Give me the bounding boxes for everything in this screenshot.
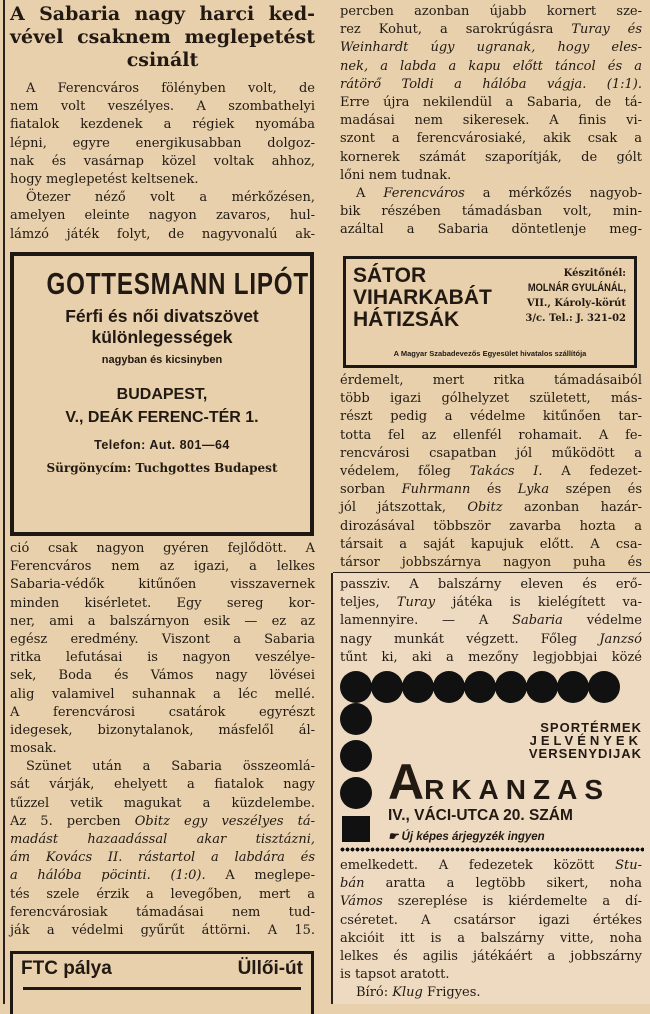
text: ritka lefutásai is nagyon veszélye- — [10, 650, 315, 666]
text-line — [10, 116, 315, 134]
dot-ornament — [526, 671, 558, 703]
text-line — [340, 499, 642, 517]
ad-footer: A Magyar Szabadevezős Egyesület hivatalos szállítója — [393, 349, 587, 358]
text: Ötezer néző volt a mérkőzésen, — [26, 190, 315, 206]
text: társait a saját kapujuk előtt. A csa- — [340, 536, 642, 552]
column-rule-right — [331, 573, 333, 1004]
ftc-box-left: FTC pálya — [21, 958, 112, 979]
italic-text: a hálóba pöcinti. (1:0). — [10, 868, 206, 884]
text-line — [340, 893, 642, 911]
ad-address: VII., Károly-körút — [526, 298, 626, 309]
dot-ornament — [495, 671, 527, 703]
ad-brand-name — [388, 753, 610, 811]
text: szereplése is kiérdemelte a dí- — [382, 894, 642, 910]
text-line — [10, 667, 315, 685]
dot-ornament — [340, 703, 372, 735]
text-line — [10, 189, 315, 207]
ad-line: különlegességek — [91, 327, 233, 347]
ad-line: nagyban és kicsinyben — [101, 354, 223, 366]
text-line — [10, 98, 315, 116]
text-line — [340, 94, 642, 112]
ad-catalog-text: Új képes árjegyzék ingyen — [401, 831, 545, 843]
article-text-right-lower — [340, 576, 642, 667]
text: mosak. — [10, 741, 57, 757]
text-line — [10, 795, 315, 813]
article-text-right-bottom — [340, 857, 642, 1003]
text: és — [470, 482, 518, 498]
text: Bíró: — [356, 985, 393, 1001]
text: érdemelt, mert ritka támadásaiból — [340, 373, 642, 388]
text-line — [10, 813, 315, 831]
text: hogy meglepetést keltsenek. — [10, 171, 199, 187]
text-line — [340, 221, 642, 239]
advertisement-sator — [343, 256, 637, 368]
text-line — [340, 631, 642, 649]
text: A Ferencváros fölényben volt, de — [26, 81, 315, 96]
text: Sabaria-védők kitűnően visszavernek — [10, 577, 315, 593]
text-line — [10, 631, 315, 649]
text-line — [340, 130, 642, 148]
ad-item: VERSENYDIJAK — [528, 746, 642, 761]
text-line — [340, 427, 642, 445]
italic-text: Klug — [392, 985, 423, 1001]
italic-text: rátörő Toldi a hálóba vágja. (1:1). — [340, 76, 642, 92]
text-line — [10, 849, 315, 867]
clipping-edge — [333, 572, 650, 573]
text: ferencvárosiak támadásai nem tud- — [10, 904, 315, 920]
ad-item: HÁTIZSÁK — [353, 308, 460, 331]
text-line — [10, 722, 315, 740]
text-line — [10, 135, 315, 153]
text-line — [340, 930, 642, 948]
text-line — [340, 167, 642, 185]
text-line — [10, 576, 315, 594]
text: lamennyire. — A — [340, 613, 513, 629]
text-line — [340, 554, 642, 572]
ftc-box-underline — [23, 987, 301, 990]
text-line — [340, 372, 642, 390]
text-line — [340, 76, 642, 94]
decorative-dot-line — [340, 847, 644, 852]
text: is tapsot aratott. — [340, 967, 450, 983]
text: idegesek, bizonytalanok, másfelől ál- — [10, 722, 315, 738]
text: sát várják, ehelyett a fiatalok nagy — [10, 777, 315, 793]
dot-ornament — [402, 671, 434, 703]
dot-ornament — [433, 671, 465, 703]
ad-brand-rest: RKANZAS — [424, 774, 610, 805]
text: azonban hazár- — [502, 500, 642, 516]
italic-text: Turay — [396, 595, 436, 611]
decorative-dot-column — [340, 703, 371, 814]
text-line — [10, 831, 315, 849]
text: . A fedezet- — [538, 463, 642, 479]
ad-item: VIHARKABÁT — [353, 286, 492, 309]
text-line — [10, 613, 315, 631]
dot-ornament — [340, 777, 372, 809]
text-line — [340, 612, 642, 630]
text-line — [340, 649, 642, 667]
text: madásai nem sikeresek. A finis vi- — [340, 113, 642, 129]
text: védelem, főleg — [340, 463, 470, 479]
text: totta fel az ellenfél rohamait. A fe- — [340, 427, 642, 443]
headline-line: A Sabaria nagy harci ked- — [10, 3, 315, 25]
text: A meglepe- — [205, 868, 315, 884]
ftc-box — [10, 951, 314, 1014]
text-line — [10, 207, 315, 225]
text-line — [10, 776, 315, 794]
text-line — [10, 740, 315, 758]
text: cséretet. A csatársor igazi értékes — [340, 912, 642, 928]
ad-address: V., DEÁK FERENC-TÉR 1. — [65, 409, 259, 426]
text: tés szele érzik a levegőben, mert a — [10, 886, 315, 902]
text-line — [340, 875, 642, 893]
ad-address: 3/c. Tel.: J. 321-02 — [525, 313, 626, 324]
text: akcióit itt is a balszárny vitte, noha — [340, 930, 642, 946]
text: lőni nem tudnak. — [340, 167, 452, 183]
text-line — [10, 558, 315, 576]
text: alig valamivel suhannak a léc mellé. — [10, 686, 315, 702]
text: több igazi gólhelyzet született, más- — [340, 391, 642, 407]
ad-phone: Telefon: Aut. 801—64 — [94, 438, 230, 452]
text-line — [340, 984, 642, 1002]
text-line — [340, 857, 642, 875]
ad-telegram: Sürgönycím: Tuchgottes Budapest — [46, 461, 278, 475]
text: Ferencváros nem az igazi, a lelkes — [10, 559, 315, 575]
italic-text: bán — [340, 876, 365, 892]
text: Szünet után a Sabaria összeomlá- — [26, 759, 315, 775]
text-line — [340, 536, 642, 554]
text: aratta a legtöbb sikert, noha — [364, 876, 642, 892]
text: tűzzel vetik magukat a küzdelembe. — [10, 795, 315, 811]
text: nagy munkát végzett. Főleg — [340, 631, 600, 647]
text: lelkes és agilis játékáért a jobbszárny — [340, 948, 642, 964]
text: tűnt ki, aki a mezőny legjobbjai közé — [340, 649, 642, 665]
article-text-left-bottom — [10, 540, 315, 940]
text: ják a védelmi gyűrűt áttörni. A 15. — [10, 922, 315, 938]
text: ner, ami a balszárnyon esik — ez az — [10, 613, 315, 629]
ftc-box-right: Üllői-út — [237, 958, 303, 979]
text-line — [10, 867, 315, 885]
text-line — [10, 80, 315, 98]
italic-text: Weinhardt úgy ugranak, hogy eles- — [340, 40, 642, 56]
text-line — [10, 226, 315, 244]
ad-line: Férfi és női divatszövet — [65, 306, 259, 326]
text: Erre újra nekilendül a Sabaria, de tá- — [340, 94, 642, 110]
text: lámzó játék folyt, de nagyvonalú ak- — [10, 226, 315, 242]
text: Az 5. percben — [10, 813, 135, 829]
dot-ornament — [340, 740, 372, 772]
text-line — [10, 686, 315, 704]
italic-text: Vámos — [340, 894, 383, 910]
ad-items — [353, 265, 492, 331]
text-line — [340, 185, 642, 203]
text: kornerek számát szaporítják, de gólt — [340, 149, 642, 165]
text-line — [10, 595, 315, 613]
text: ció csak nagyon gyéren fejlődött. A — [10, 541, 315, 556]
ad-city: BUDAPEST, — [116, 386, 208, 403]
text: Frigyes. — [422, 985, 481, 1001]
text: percben azonban újabb kornert sze- — [340, 4, 642, 19]
text: azáltal a Sabaria döntetlenje meg- — [340, 222, 642, 238]
text-line — [340, 912, 642, 930]
ad-maker — [508, 266, 626, 326]
text: nak és vasárnap közel voltak ahhoz, — [10, 153, 315, 169]
text-line — [340, 966, 642, 984]
text-line — [10, 704, 315, 722]
text-line — [340, 481, 642, 499]
text-line — [340, 576, 642, 594]
text-line — [340, 445, 642, 463]
text-line — [340, 203, 642, 221]
text-line — [340, 21, 642, 39]
text-line — [10, 886, 315, 904]
text-line — [340, 463, 642, 481]
italic-text: Obitz — [467, 500, 503, 516]
text-line — [340, 594, 642, 612]
italic-text: Janzsó — [599, 631, 642, 647]
advertisement-gottesmann — [10, 252, 314, 536]
italic-text: Fuhrmann — [401, 482, 471, 498]
text: sek, Boda és Vámos nagy lövései — [10, 668, 315, 684]
ad-catalog — [388, 829, 545, 843]
text: amelyen eleinte nagyon zavaros, hul- — [10, 208, 315, 224]
text: fiatalok kezdenek a régiek nyomába — [10, 117, 315, 133]
article-text-left-top — [10, 80, 315, 244]
ad-brand-name: GOTTESMANN LIPÓT — [46, 266, 309, 301]
text: A ferencvárosi csatárok egyrészt — [10, 704, 315, 720]
text-line — [10, 171, 315, 189]
text: játéka is kielégített va- — [435, 595, 642, 611]
headline-line: vével csaknem meglepetést — [10, 26, 315, 48]
ad-item: SÁTOR — [353, 264, 427, 287]
text-line — [10, 922, 315, 940]
decorative-square — [342, 816, 370, 842]
decorative-dot-row — [340, 671, 619, 703]
dot-ornament — [588, 671, 620, 703]
text: rencvárosi csapatban jól működött a — [340, 445, 642, 461]
text: bik részében támadásban volt, min- — [340, 204, 642, 220]
pointing-hand-icon: ☛ — [388, 831, 402, 843]
text-line — [340, 149, 642, 167]
text: dirozásával többször zavarba hozta a — [340, 518, 642, 534]
ad-brand-initial: A — [388, 754, 425, 810]
italic-text: Obitz egy veszélyes tá- — [134, 813, 316, 829]
text-line — [340, 390, 642, 408]
italic-text: Turay és — [571, 22, 642, 38]
italic-text: Sabaria — [512, 613, 563, 629]
text: teljes, — [340, 595, 397, 611]
text-line — [340, 518, 642, 536]
ad-maker-name: MOLNÁR GYULÁNÁL, — [527, 282, 626, 294]
text: sorban — [340, 482, 402, 498]
text: társor jobbszárnya nagyon puha és — [340, 554, 642, 570]
text-line — [10, 540, 315, 558]
article-text-right-top — [340, 3, 642, 239]
text: lépni, egyre energikusabban dolgoz- — [10, 135, 315, 151]
italic-text: Takács I — [469, 463, 539, 479]
text-line — [340, 58, 642, 76]
italic-text: madást hazaadással akar tisztázni, — [10, 832, 315, 847]
text: emelkedett. A fedezetek között — [340, 858, 616, 873]
text: nem volt veszélyes. A szombathelyi — [10, 99, 315, 115]
text-line — [10, 758, 315, 776]
text: védelme — [562, 613, 642, 629]
ad-maker-label: Készitőnél: — [563, 268, 626, 279]
text: passziv. A balszárny eleven és erő- — [340, 577, 642, 592]
text-line — [10, 904, 315, 922]
text: rez Kohut, a sarokrúgásra — [340, 22, 572, 38]
dot-ornament — [464, 671, 496, 703]
italic-text: Ferencváros — [383, 185, 465, 201]
dot-ornament — [340, 671, 372, 703]
text-line — [340, 112, 642, 130]
italic-text: ám Kovács II. rástartol a labdára és — [10, 850, 315, 866]
italic-text: nek, a labda a kapu előtt táncol és a — [340, 58, 642, 74]
text-line — [340, 3, 642, 21]
text-line — [340, 39, 642, 57]
text-line — [10, 649, 315, 667]
headline-line: csinált — [126, 49, 199, 71]
text: A — [356, 185, 384, 201]
text: minden kisérletet. Egy sereg kor- — [10, 595, 315, 611]
dot-ornament — [557, 671, 589, 703]
text: jól játszottak, — [340, 500, 468, 516]
ad-item: JELVÉNYEK — [529, 733, 642, 748]
text: a mérkőzés nagyob- — [464, 185, 642, 201]
text: szont a ferencvárosiaké, akik csak a — [340, 131, 642, 147]
italic-text: Stu- — [615, 858, 642, 873]
article-headline — [10, 3, 315, 72]
text-line — [10, 153, 315, 171]
advertisement-arkanzas — [338, 671, 646, 855]
article-text-right-mid — [340, 372, 642, 572]
ad-address: IV., VÁCI-UTCA 20. SZÁM — [388, 807, 573, 824]
text: egész eredmény. Viszont a Sabaria — [10, 631, 315, 647]
ad-item: SPORTÉRMEK — [540, 720, 642, 735]
column-rule-left — [3, 0, 5, 1004]
text-line — [340, 408, 642, 426]
text-line — [340, 948, 642, 966]
dot-ornament — [371, 671, 403, 703]
text: szépen és — [549, 482, 642, 498]
italic-text: Lyka — [517, 482, 550, 498]
text: részt pedig a védelme kitűnően tar- — [340, 409, 642, 425]
